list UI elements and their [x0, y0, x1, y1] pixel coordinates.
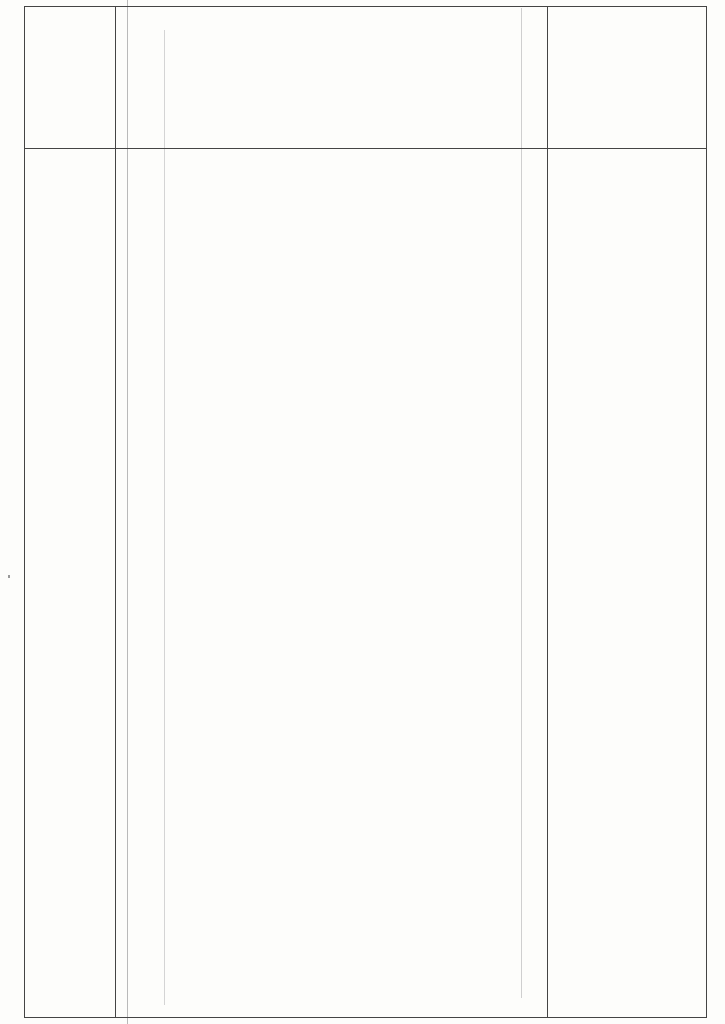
empty-note-cell — [548, 7, 707, 149]
packaging-paragraphs — [116, 7, 547, 11]
marking-table — [24, 6, 707, 1018]
marking-text-cell — [116, 149, 548, 1018]
marking-label — [25, 149, 115, 153]
packaging-text-cell — [116, 7, 548, 149]
table-row-marking — [25, 149, 707, 1018]
marking-note-cell — [548, 149, 707, 1018]
marking-paragraphs — [116, 149, 547, 153]
table-row-packaging — [25, 7, 707, 149]
side-note — [548, 149, 706, 153]
marking-label-cell — [25, 149, 116, 1018]
empty-label-cell — [25, 7, 116, 149]
scan-artifact-dot — [8, 575, 10, 578]
